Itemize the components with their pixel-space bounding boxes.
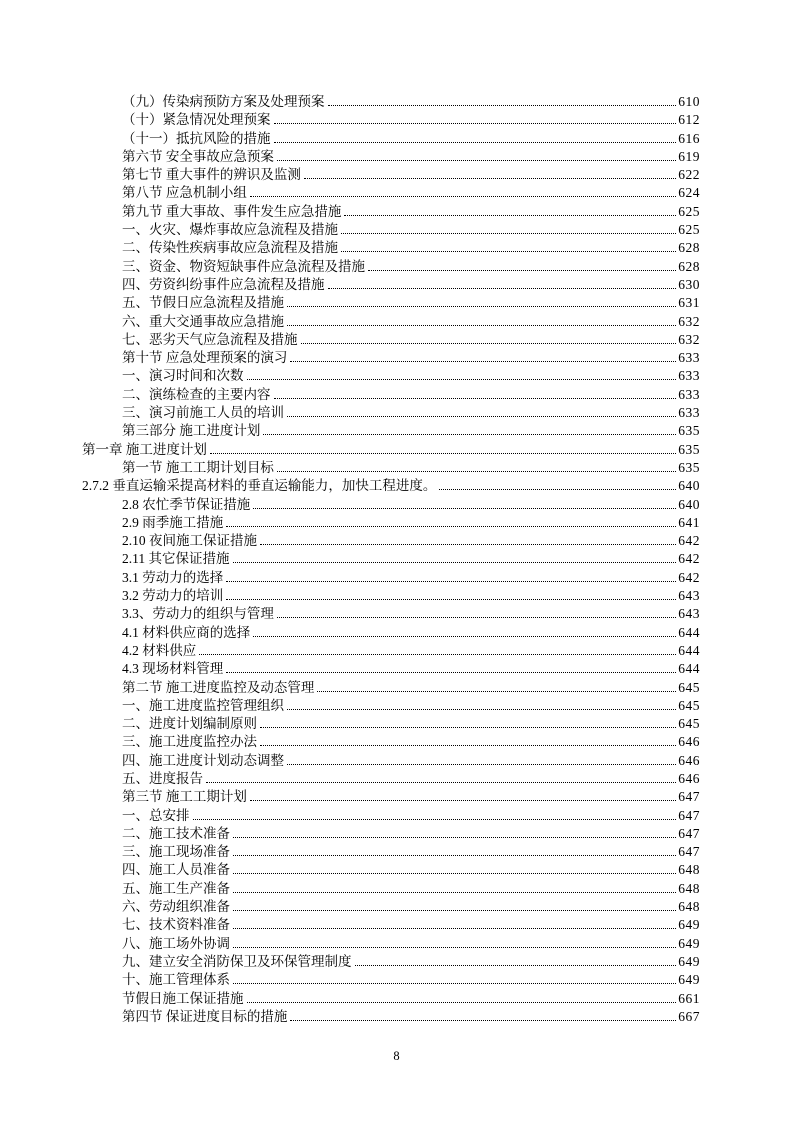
toc-entry-page-number: 647	[678, 807, 700, 823]
toc-entry[interactable]	[82, 770, 700, 788]
dot-leader	[287, 324, 676, 326]
dot-leader	[233, 982, 676, 984]
toc-entry[interactable]	[82, 148, 700, 166]
toc-entry-title: 二、演练检查的主要内容	[122, 386, 271, 402]
dot-leader	[287, 415, 676, 417]
dot-leader	[317, 690, 676, 692]
toc-entry-title: 第三节 施工工期计划	[122, 789, 247, 805]
toc-entry-page-number: 646	[678, 770, 700, 786]
dot-leader	[341, 232, 676, 234]
dot-leader	[328, 104, 677, 106]
dot-leader	[250, 799, 676, 801]
dot-leader	[328, 287, 677, 289]
dot-leader	[368, 269, 676, 271]
toc-entry-page-number: 667	[678, 1008, 700, 1024]
toc-entry[interactable]	[82, 550, 700, 568]
dot-leader	[226, 525, 676, 527]
toc-entry-page-number: 631	[678, 295, 700, 311]
toc-entry-page-number: 632	[678, 331, 700, 347]
dot-leader	[355, 964, 677, 966]
toc-entry-title: 3.1 劳动力的选择	[122, 569, 224, 585]
toc-entry-title: 五、施工生产准备	[122, 880, 230, 896]
toc-entry-page-number: 612	[678, 112, 700, 128]
toc-entry-title: 六、劳动组织准备	[122, 899, 230, 915]
toc-entry[interactable]	[82, 990, 700, 1008]
dot-leader	[193, 818, 677, 820]
toc-entry-title: 七、恶劣天气应急流程及措施	[122, 331, 298, 347]
dot-leader	[344, 214, 676, 216]
toc-entry[interactable]	[82, 313, 700, 331]
toc-entry-title: （十一）抵抗风险的措施	[122, 130, 271, 146]
toc-entry-page-number: 648	[678, 899, 700, 915]
toc-entry-title: 第九节 重大事故、事件发生应急措施	[122, 203, 342, 219]
dot-leader	[287, 708, 676, 710]
dot-leader	[226, 580, 676, 582]
toc-entry[interactable]	[82, 971, 700, 989]
toc-entry-title: 一、总安排	[122, 807, 190, 823]
toc-entry-page-number: 616	[678, 130, 700, 146]
toc-entry[interactable]	[82, 258, 700, 276]
toc-entry-page-number: 635	[678, 423, 700, 439]
toc-entry[interactable]	[82, 843, 700, 861]
dot-leader	[206, 781, 676, 783]
toc-entry[interactable]	[82, 624, 700, 642]
toc-entry[interactable]	[82, 807, 700, 825]
dot-leader	[439, 488, 676, 490]
toc-entry[interactable]	[82, 697, 700, 715]
toc-entry-page-number: 649	[678, 953, 700, 969]
toc-entry-page-number: 649	[678, 972, 700, 988]
toc-entry[interactable]	[82, 514, 700, 532]
toc-entry[interactable]	[82, 166, 700, 184]
toc-entry-title: 三、资金、物资短缺事件应急流程及措施	[122, 258, 365, 274]
toc-entry[interactable]	[82, 642, 700, 660]
dot-leader	[233, 561, 677, 563]
toc-entry-title: 3.2 劳动力的培训	[122, 588, 224, 604]
dot-leader	[226, 671, 676, 673]
toc-entry-page-number: 640	[678, 478, 700, 494]
toc-entry-page-number: 641	[678, 514, 700, 530]
toc-entry-title: 2.9 雨季施工措施	[122, 514, 224, 530]
toc-entry-title: 2.10 夜间施工保证措施	[122, 533, 257, 549]
toc-entry[interactable]	[82, 239, 700, 257]
toc-entry-title: 三、演习前施工人员的培训	[122, 405, 284, 421]
toc-entry-title: 一、火灾、爆炸事故应急流程及措施	[122, 222, 338, 238]
toc-entry-title: 2.7.2 垂直运输采提高材料的垂直运输能力，加快工程进度。	[82, 478, 437, 494]
toc-entry-title: 二、施工技术准备	[122, 825, 230, 841]
toc-entry[interactable]	[82, 880, 700, 898]
toc-entry-page-number: 648	[678, 862, 700, 878]
toc-entry-title: 第八节 应急机制小组	[122, 185, 247, 201]
toc-list	[82, 93, 700, 1026]
toc-entry[interactable]	[82, 861, 700, 879]
toc-entry[interactable]	[82, 477, 700, 495]
toc-entry-page-number: 644	[678, 661, 700, 677]
toc-entry[interactable]	[82, 532, 700, 550]
toc-entry-page-number: 633	[678, 386, 700, 402]
toc-entry-page-number: 633	[678, 405, 700, 421]
dot-leader	[247, 378, 677, 380]
toc-entry-page-number: 643	[678, 588, 700, 604]
toc-entry-title: 4.3 现场材料管理	[122, 661, 224, 677]
toc-entry-page-number: 624	[678, 185, 700, 201]
toc-entry-page-number: 642	[678, 551, 700, 567]
toc-entry-page-number: 628	[678, 240, 700, 256]
dot-leader	[233, 836, 676, 838]
toc-entry-title: 第六节 安全事故应急预案	[122, 148, 274, 164]
toc-entry-page-number: 633	[678, 368, 700, 384]
dot-leader	[301, 342, 677, 344]
toc-entry-page-number: 632	[678, 313, 700, 329]
toc-entry[interactable]	[82, 404, 700, 422]
toc-entry-page-number: 633	[678, 350, 700, 366]
toc-entry-title: （九）传染病预防方案及处理预案	[122, 94, 325, 109]
toc-entry[interactable]	[82, 587, 700, 605]
dot-leader	[290, 1019, 676, 1021]
dot-leader	[260, 726, 676, 728]
toc-entry-title: 七、技术资料准备	[122, 917, 230, 933]
toc-entry-title: 一、演习时间和次数	[122, 368, 244, 384]
toc-entry[interactable]	[82, 331, 700, 349]
toc-entry-title: 十、施工管理体系	[122, 972, 230, 988]
toc-entry-title: 六、重大交通事故应急措施	[122, 313, 284, 329]
toc-entry[interactable]	[82, 130, 700, 148]
dot-leader	[260, 744, 676, 746]
toc-entry[interactable]	[82, 349, 700, 367]
toc-entry-title: 第七节 重大事件的辨识及监测	[122, 167, 301, 183]
toc-entry-page-number: 649	[678, 935, 700, 951]
toc-entry-page-number: 622	[678, 167, 700, 183]
toc-entry-title: 三、施工进度监控办法	[122, 734, 257, 750]
toc-entry[interactable]	[82, 367, 700, 385]
toc-entry-title: 2.8 农忙季节保证措施	[122, 496, 251, 512]
toc-entry-page-number: 628	[678, 258, 700, 274]
toc-entry[interactable]	[82, 825, 700, 843]
dot-leader	[277, 470, 676, 472]
toc-entry[interactable]	[82, 660, 700, 678]
dot-leader	[263, 433, 676, 435]
toc-entry-title: 四、施工进度计划动态调整	[122, 752, 284, 768]
dot-leader	[233, 854, 676, 856]
toc-entry[interactable]	[82, 93, 700, 111]
toc-entry-title: 二、传染性疾病事故应急流程及措施	[122, 240, 338, 256]
dot-leader	[199, 653, 676, 655]
toc-entry-page-number: 635	[678, 441, 700, 457]
dot-leader	[274, 122, 677, 124]
toc-entry-title: 第一章 施工进度计划	[82, 441, 207, 457]
toc-entry[interactable]	[82, 679, 700, 697]
toc-entry[interactable]	[82, 203, 700, 221]
toc-entry-page-number: 645	[678, 716, 700, 732]
toc-entry-page-number: 625	[678, 203, 700, 219]
dot-leader	[274, 141, 677, 143]
dot-leader	[341, 250, 676, 252]
toc-entry-page-number: 630	[678, 276, 700, 292]
toc-entry-page-number: 643	[678, 606, 700, 622]
toc-entry-page-number: 647	[678, 844, 700, 860]
toc-entry-page-number: 610	[678, 94, 700, 109]
toc-entry-page-number: 625	[678, 222, 700, 238]
toc-entry-page-number: 644	[678, 642, 700, 658]
toc-entry-page-number: 645	[678, 679, 700, 695]
toc-entry-title: 2.11 其它保证措施	[122, 551, 230, 567]
toc-entry-title: 二、进度计划编制原则	[122, 716, 257, 732]
toc-entry-page-number: 649	[678, 917, 700, 933]
toc-entry[interactable]	[82, 386, 700, 404]
dot-leader	[290, 360, 676, 362]
dot-leader	[287, 305, 676, 307]
toc-entry-page-number: 648	[678, 880, 700, 896]
toc-entry-title: 节假日施工保证措施	[122, 990, 244, 1006]
toc-entry-title: 第四节 保证进度目标的措施	[122, 1008, 288, 1024]
dot-leader	[277, 159, 676, 161]
toc-entry[interactable]	[82, 294, 700, 312]
toc-entry-title: 4.2 材料供应	[122, 642, 197, 658]
toc-entry[interactable]	[82, 788, 700, 806]
toc-entry[interactable]	[82, 916, 700, 934]
toc-entry-page-number: 644	[678, 624, 700, 640]
toc-entry[interactable]	[82, 605, 700, 623]
toc-entry-page-number: 640	[678, 496, 700, 512]
toc-entry-page-number: 647	[678, 789, 700, 805]
toc-entry[interactable]	[82, 276, 700, 294]
toc-entry[interactable]	[82, 569, 700, 587]
toc-entry-title: 一、施工进度监控管理组织	[122, 697, 284, 713]
toc-entry-title: 五、进度报告	[122, 770, 203, 786]
toc-entry-page-number: 647	[678, 825, 700, 841]
dot-leader	[250, 195, 676, 197]
toc-entry[interactable]	[82, 496, 700, 514]
toc-entry-page-number: 642	[678, 533, 700, 549]
dot-leader	[233, 891, 676, 893]
dot-leader	[233, 946, 676, 948]
toc-entry[interactable]	[82, 111, 700, 129]
footer-page-number: 8	[393, 1049, 400, 1063]
toc-entry-page-number: 646	[678, 734, 700, 750]
toc-entry-page-number: 619	[678, 148, 700, 164]
toc-entry[interactable]	[82, 898, 700, 916]
toc-entry[interactable]	[82, 715, 700, 733]
toc-entry-title: 九、建立安全消防保卫及环保管理制度	[122, 953, 352, 969]
toc-entry-title: 五、节假日应急流程及措施	[122, 295, 284, 311]
dot-leader	[233, 872, 676, 874]
dot-leader	[260, 543, 676, 545]
toc-entry[interactable]	[82, 459, 700, 477]
toc-entry-title: 第十节 应急处理预案的演习	[122, 350, 288, 366]
dot-leader	[233, 927, 676, 929]
toc-entry-title: 三、施工现场准备	[122, 844, 230, 860]
dot-leader	[277, 616, 676, 618]
toc-entry-page-number: 635	[678, 459, 700, 475]
dot-leader	[247, 1001, 677, 1003]
toc-entry-title: 第二节 施工进度监控及动态管理	[122, 679, 315, 695]
toc-entry[interactable]	[82, 422, 700, 440]
dot-leader	[210, 452, 676, 454]
toc-entry-page-number: 661	[678, 990, 700, 1006]
toc-entry-title: 四、劳资纠纷事件应急流程及措施	[122, 276, 325, 292]
toc-entry-title: 八、施工场外协调	[122, 935, 230, 951]
toc-entry-title: 3.3、劳动力的组织与管理	[122, 606, 274, 622]
toc-entry-page-number: 646	[678, 752, 700, 768]
toc-entry-title: （十）紧急情况处理预案	[122, 112, 271, 128]
toc-entry-page-number: 645	[678, 697, 700, 713]
dot-leader	[287, 763, 676, 765]
toc-entry[interactable]	[82, 221, 700, 239]
toc-entry[interactable]	[82, 935, 700, 953]
dot-leader	[253, 507, 676, 509]
toc-entry-title: 第一节 施工工期计划目标	[122, 459, 274, 475]
toc-entry[interactable]	[82, 752, 700, 770]
dot-leader	[233, 909, 676, 911]
dot-leader	[253, 635, 676, 637]
toc-entry[interactable]	[82, 1008, 700, 1026]
toc-entry-title: 第三部分 施工进度计划	[122, 423, 261, 439]
toc-entry[interactable]	[82, 441, 700, 459]
dot-leader	[274, 397, 677, 399]
toc-entry[interactable]	[82, 953, 700, 971]
toc-entry-title: 4.1 材料供应商的选择	[122, 624, 251, 640]
toc-entry-title: 四、施工人员准备	[122, 862, 230, 878]
toc-entry[interactable]	[82, 733, 700, 751]
dot-leader	[304, 177, 676, 179]
toc-entry[interactable]	[82, 184, 700, 202]
toc-entry-page-number: 642	[678, 569, 700, 585]
dot-leader	[226, 598, 676, 600]
